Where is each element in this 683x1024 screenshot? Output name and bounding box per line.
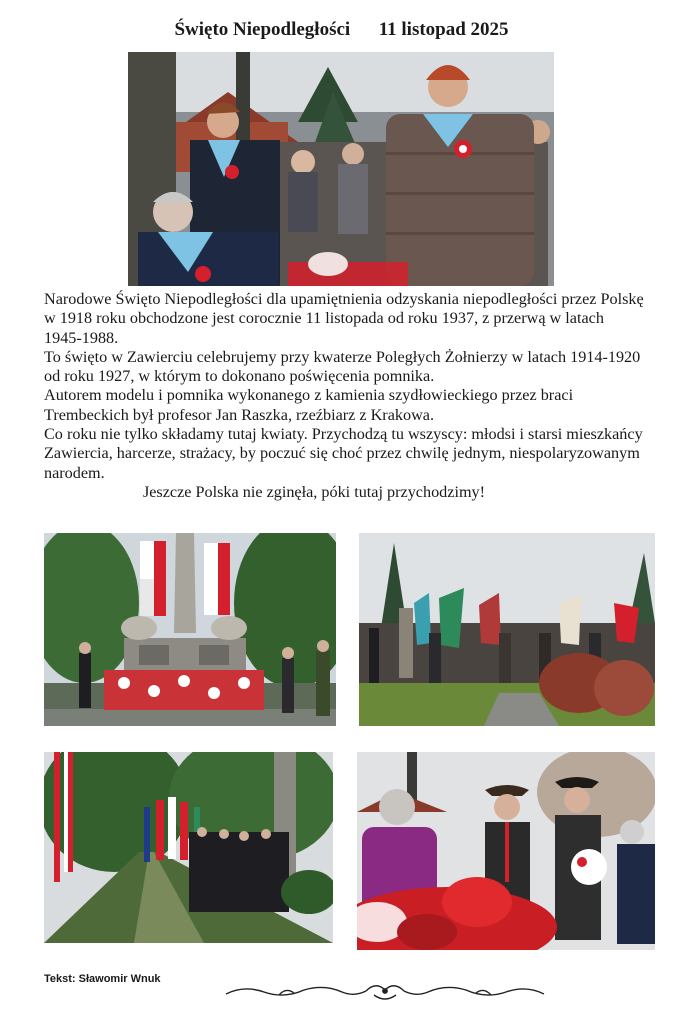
flag-alley-photo bbox=[44, 752, 333, 943]
flourish-divider bbox=[224, 981, 546, 1003]
memorial-photo bbox=[44, 533, 336, 726]
article-paragraph: Autorem modelu i pomnika wykonanego z kamienia szydłowieckiego przez braci Trembeckich był profesor Jan Raszka, rzeźbiarz z Krakowa. bbox=[44, 386, 574, 424]
title-date: 11 listopad 2025 bbox=[378, 19, 509, 40]
title-text: Święto Niepodległości bbox=[174, 19, 351, 40]
page-title bbox=[0, 19, 683, 41]
article-paragraph: Co roku nie tylko składamy tutaj kwiaty. Przychodzą tu wszyscy: młodsi i starsi mieszkańcy Zawiercia, harcerze, strażacy, by poczuć się choć przez chwilę jednym, niespolaryzowanym narodem. bbox=[44, 425, 643, 482]
banners-photo bbox=[359, 533, 655, 726]
scouts-photo bbox=[357, 752, 655, 950]
article-closing: Jeszcze Polska nie zginęła, póki tutaj przychodzimy! bbox=[142, 482, 486, 501]
top-photo bbox=[128, 52, 554, 286]
article-paragraph: To święto w Zawierciu celebrujemy przy kwaterze Poległych Żołnierzy w latach 1914-1920 od roku 1927, w którym to dokonano poświęcenia pomnika. bbox=[44, 347, 641, 386]
article-paragraph: Narodowe Święto Niepodległości dla upamiętnienia odzyskania niepodległości przez Polskę w 1918 roku obchodzone jest corocznie 11 listopada od roku 1937, z przerwą w latach 1945-1988. bbox=[44, 290, 644, 347]
author-credit: Tekst: Sławomir Wnuk bbox=[44, 973, 161, 985]
article-body bbox=[44, 290, 644, 502]
